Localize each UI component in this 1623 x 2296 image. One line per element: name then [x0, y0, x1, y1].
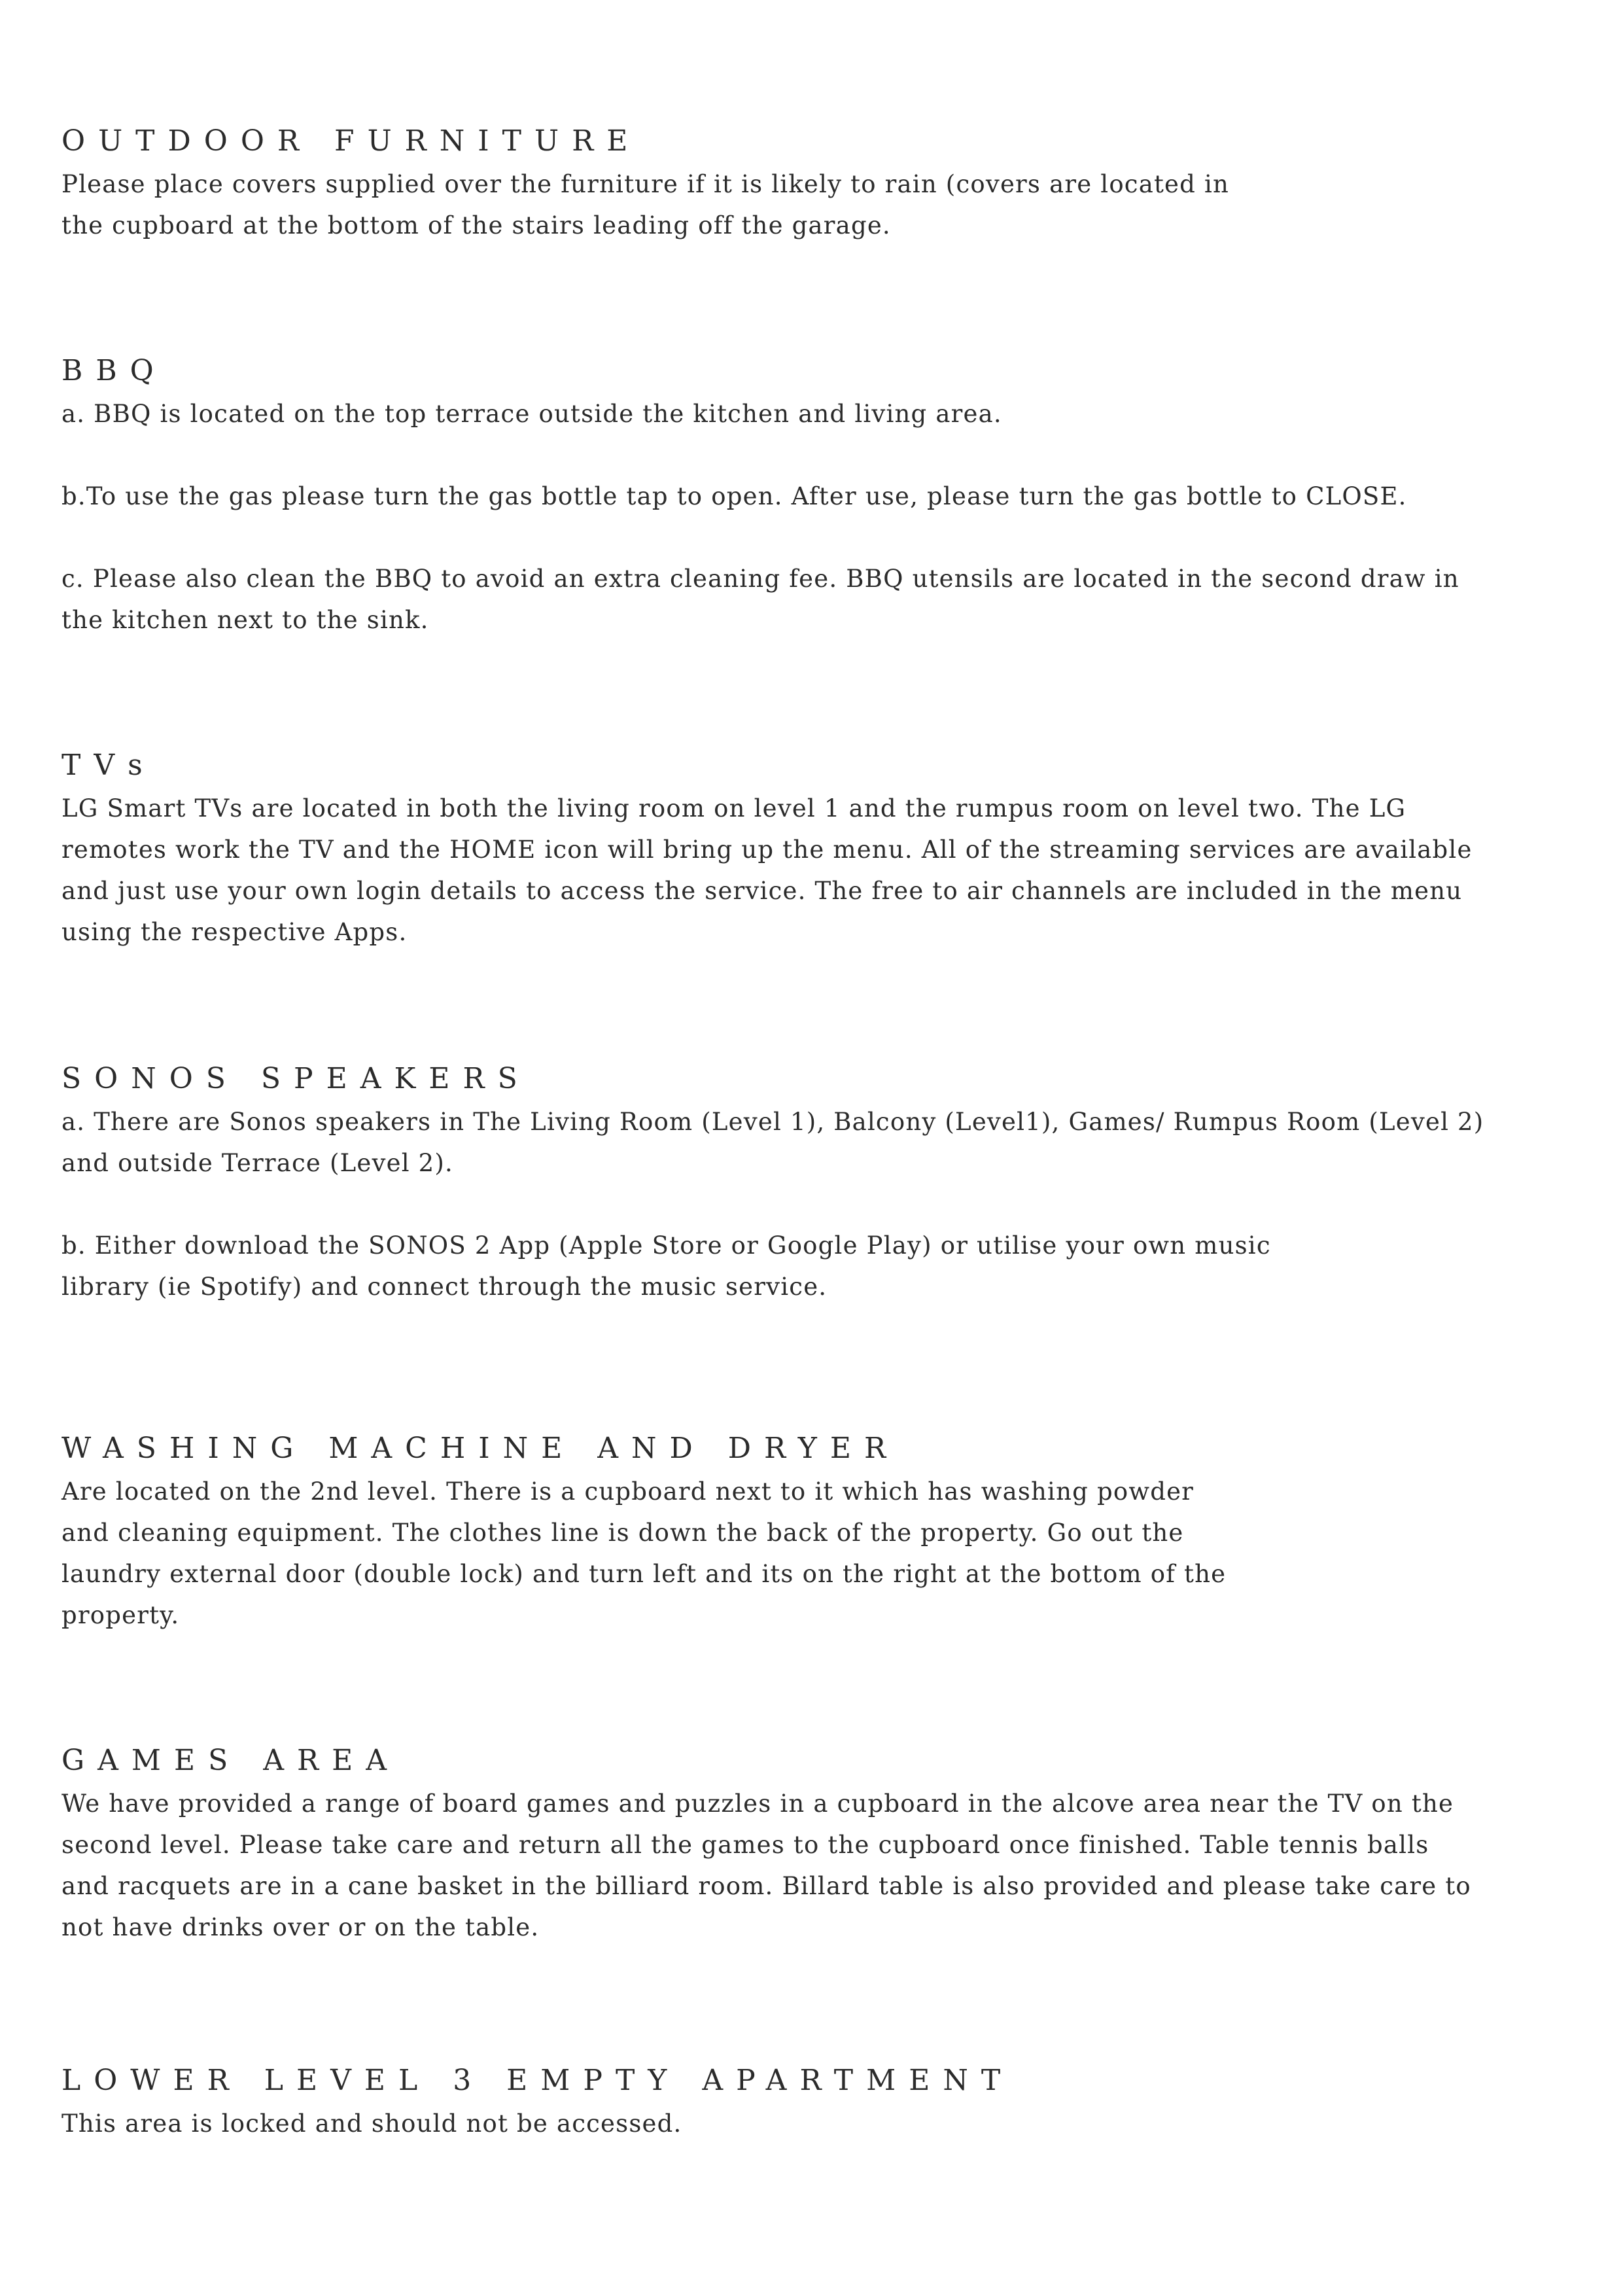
section-outdoor-furniture	[61, 122, 1579, 246]
text-line: Are located on the 2nd level. There is a cupboard next to it which has washing powder	[61, 1477, 1195, 1506]
section-heading: TVs	[61, 749, 156, 782]
section-heading: OUTDOOR FURNITURE	[61, 124, 641, 158]
section-heading: SONOS SPEAKERS	[61, 1062, 531, 1095]
section-heading: LOWER LEVEL 3 EMPTY APARTMENT	[61, 2064, 1014, 2097]
section-heading: WASHING MACHINE AND DRYER	[61, 1432, 899, 1465]
text-line: c. Please also clean the BBQ to avoid an extra cleaning fee. BBQ utensils are located in the second draw in	[61, 565, 1459, 593]
text-line: b.To use the gas please turn the gas bottle tap to open. After use, please turn the gas bottle to CLOSE.	[61, 482, 1407, 510]
text-line: library (ie Spotify) and connect through the music service.	[61, 1273, 828, 1301]
paragraph	[61, 788, 1579, 953]
text-line: a. BBQ is located on the top terrace outside the kitchen and living area.	[61, 400, 1002, 428]
text-line: the kitchen next to the sink.	[61, 606, 429, 634]
text-line: and outside Terrace (Level 2).	[61, 1149, 454, 1177]
paragraph	[61, 1225, 1579, 1307]
paragraph	[61, 1471, 1579, 1636]
section-washing-machine-dryer	[61, 1429, 1579, 1636]
paragraph	[61, 2103, 1579, 2144]
section-heading: GAMES AREA	[61, 1744, 400, 1777]
section-lower-level-3-empty-apartment	[61, 2061, 1579, 2144]
text-line: We have provided a range of board games and puzzles in a cupboard in the alcove area near the TV on the	[61, 1790, 1454, 1818]
text-line: LG Smart TVs are located in both the living room on level 1 and the rumpus room on level two. The LG	[61, 794, 1406, 822]
paragraph	[61, 393, 1579, 434]
text-line: a. There are Sonos speakers in The Living Room (Level 1), Balcony (Level1), Games/ Rumpus Room (Level 2)	[61, 1108, 1484, 1136]
text-line: not have drinks over or on the table.	[61, 1913, 540, 1941]
section-heading: BBQ	[61, 354, 167, 387]
paragraph	[61, 1783, 1579, 1948]
paragraph	[61, 558, 1579, 641]
section-sonos-speakers	[61, 1059, 1579, 1307]
paragraph	[61, 476, 1579, 517]
paragraph	[61, 164, 1579, 246]
text-line: This area is locked and should not be accessed.	[61, 2110, 682, 2138]
text-line: and just use your own login details to access the service. The free to air channels are included in the menu	[61, 877, 1463, 905]
text-line: the cupboard at the bottom of the stairs leading off the garage.	[61, 211, 891, 239]
section-games-area	[61, 1741, 1579, 1948]
text-line: property.	[61, 1601, 180, 1629]
text-line: remotes work the TV and the HOME icon will bring up the menu. All of the streaming services are available	[61, 836, 1473, 864]
section-tvs	[61, 746, 1579, 953]
text-line: Please place covers supplied over the furniture if it is likely to rain (covers are located in	[61, 170, 1230, 198]
text-line: and cleaning equipment. The clothes line is down the back of the property. Go out the	[61, 1519, 1184, 1547]
text-line: second level. Please take care and return all the games to the cupboard once finished. Table tennis balls	[61, 1831, 1429, 1859]
section-bbq	[61, 351, 1579, 641]
text-line: and racquets are in a cane basket in the billiard room. Billard table is also provided and please take care to	[61, 1872, 1471, 1900]
paragraph	[61, 1101, 1579, 1184]
text-line: using the respective Apps.	[61, 918, 408, 946]
text-line: laundry external door (double lock) and turn left and its on the right at the bottom of the	[61, 1560, 1227, 1588]
text-line: b. Either download the SONOS 2 App (Apple Store or Google Play) or utilise your own music	[61, 1231, 1271, 1260]
